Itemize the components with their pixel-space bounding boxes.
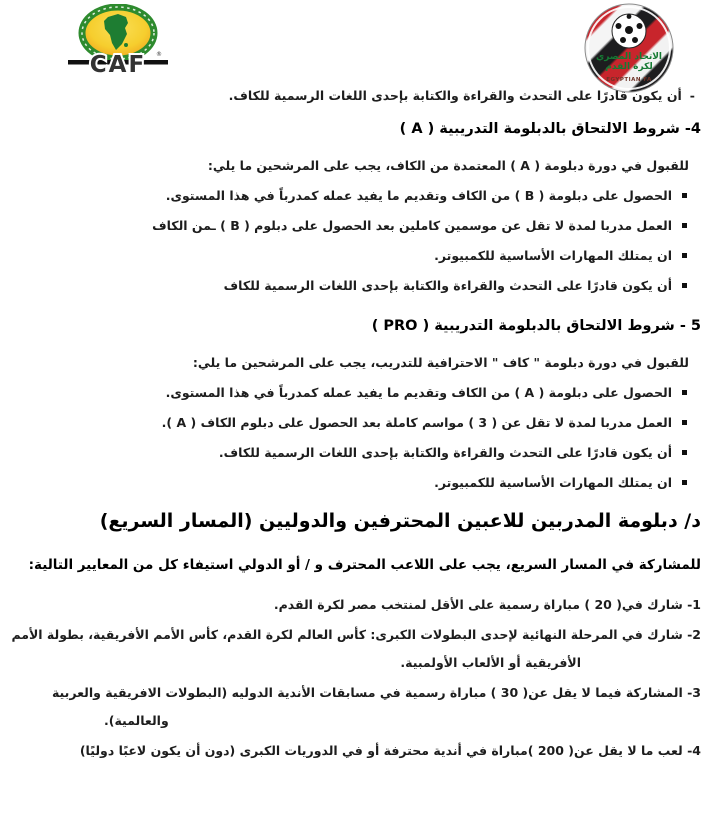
- requirement-text: أن يكون قادرًا على التحدث والقراءة والكتابة بإحدى اللغات الرسمية للكاف.: [228, 88, 682, 103]
- section-pro-intro: للقبول في دورة دبلومة " كاف " الاحترافية للتدريب، يجب على المرشحين ما يلي:: [192, 355, 689, 370]
- section-pro-bullet-1: [16, 383, 701, 402]
- fast-track-heading: د/ دبلومة المدربين للاعبين المحترفين والدوليين (المسار السريع): [99, 510, 701, 532]
- criteria-item-1: 1- شارك في( 20 ) مباراة رسمية على الأقل لمنتخب مصر لكرة القدم.: [273, 597, 701, 612]
- bullet-square-icon: [682, 193, 687, 198]
- bullet-text: الحصول على دبلومة ( B ) من الكاف وتقديم ما يفيد عمله كمدرباً في هذا المستوى.: [165, 188, 672, 203]
- bullet-text: الحصول على دبلومة ( A ) من الكاف وتقديم ما يفيد عمله كمدرباً في هذا المستوى.: [165, 385, 672, 400]
- soccer-ball-icon: [612, 14, 646, 48]
- section-a-bullet-3: [16, 246, 701, 265]
- caf-wordmark: CAF: [89, 52, 147, 78]
- bullet-square-icon: [682, 223, 687, 228]
- section-a-heading: 4- شروط الالتحاق بالدبلومة التدريبية ( A ): [399, 121, 701, 137]
- criteria-item-3-continuation: والعالمية).: [104, 713, 169, 728]
- caf-registered-mark: ®: [156, 51, 162, 58]
- bullet-square-icon: [682, 283, 687, 288]
- caf-logo: [68, 4, 168, 80]
- caf-logo-graphic: [68, 4, 168, 80]
- section-a-intro: للقبول في دورة دبلومة ( A ) المعتمدة من الكاف، يجب على المرشحين ما يلي:: [207, 158, 689, 173]
- section-pro-bullet-4: [16, 473, 701, 492]
- dash-bullet-icon: -: [689, 88, 695, 103]
- efa-arabic-name-line2: لكرة القدم: [605, 62, 653, 72]
- bullet-text: أن يكون قادرًا على التحدث والقراءة والكتابة بإحدى اللغات الرسمية للكاف: [223, 278, 672, 293]
- section-a-bullet-4: [16, 276, 701, 295]
- document-body: [0, 78, 717, 760]
- bullet-text: ان يمتلك المهارات الأساسية للكمبيوتر.: [434, 475, 672, 490]
- bullet-text: أن يكون قادرًا على التحدث والقراءة والكتابة بإحدى اللغات الرسمية للكاف.: [218, 445, 672, 460]
- bullet-square-icon: [682, 253, 687, 258]
- bullet-text: ان يمتلك المهارات الأساسية للكمبيوتر.: [434, 248, 672, 263]
- efa-caption: EGYPTIAN FA: [606, 77, 652, 83]
- bullet-square-icon: [682, 480, 687, 485]
- bullet-square-icon: [682, 420, 687, 425]
- bullet-square-icon: [682, 390, 687, 395]
- criteria-item-2-continuation: الأفريقية أو الألعاب الأولمبية.: [400, 655, 581, 670]
- criteria-item-3: 3- المشاركة فيما لا يقل عن( 30 ) مباراة رسمية في مسابقات الأندية الدوليه (البطولات الافريقية والعربية: [51, 685, 701, 700]
- criteria-item-4: 4- لعب ما لا يقل عن( 200 )مباراة في أندية محترفة أو في الدوريات الكبرى (دون أن يكون لاعبًا دوليًا): [79, 743, 701, 758]
- bullet-square-icon: [682, 450, 687, 455]
- section-pro-bullet-2: [16, 413, 701, 432]
- bullet-text: العمل مدربا لمدة لا تقل عن ( 3 ) مواسم كاملة بعد الحصول على دبلوم الكاف ( A ).: [161, 415, 672, 430]
- fast-track-intro: للمشاركة في المسار السريع، يجب على اللاعب المحترف و / أو الدولي استيفاء كل من المعايير التالية:: [28, 557, 701, 573]
- efa-arabic-name-line1: الاتحاد المصري: [596, 52, 662, 62]
- bullet-text: العمل مدربا لمدة لا تقل عن موسمين كاملين بعد الحصول على دبلوم ( B ) ـمن الكاف: [152, 218, 672, 233]
- section-pro-heading: 5 - شروط الالتحاق بالدبلومة التدريبية ( PRO ): [371, 318, 701, 334]
- criteria-item-2: 2- شارك في المرحلة النهائية لإحدى البطولات الكبرى: كأس العالم لكرة القدم، كأس الأمم الأفريقية، بطولة الأمم: [11, 627, 701, 642]
- requirement-dash-item: [16, 86, 701, 105]
- section-pro-bullet-3: [16, 443, 701, 462]
- section-a-bullet-2: [16, 216, 701, 235]
- section-a-bullet-1: [16, 186, 701, 205]
